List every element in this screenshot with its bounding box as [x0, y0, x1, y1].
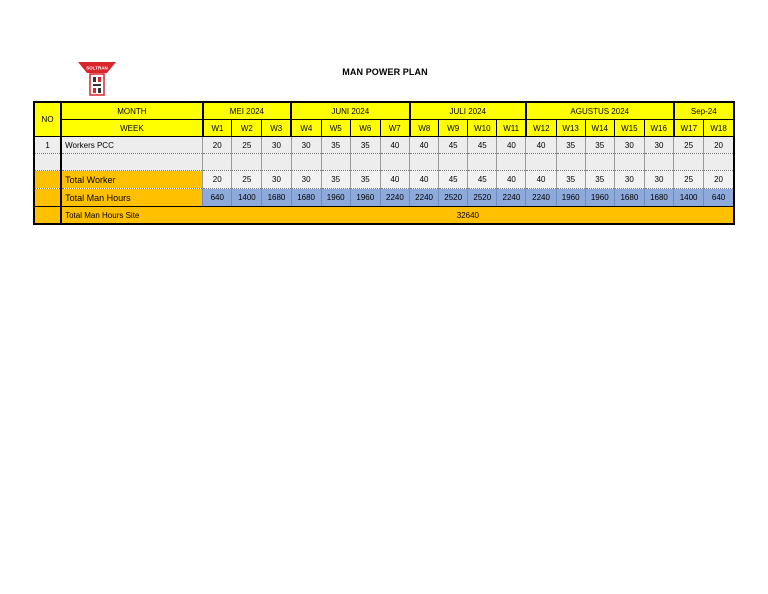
week-cell: W13: [556, 120, 585, 137]
week-row: [34, 120, 734, 137]
value-cell: 35: [585, 137, 614, 154]
value-cell: 1960: [556, 189, 585, 207]
week-cell: W15: [614, 120, 644, 137]
week-cell: W12: [526, 120, 556, 137]
total-site-value: 32640: [203, 207, 734, 225]
no-header: NO: [34, 102, 61, 137]
page-title: MAN POWER PLAN: [342, 67, 428, 77]
empty-cell: [585, 154, 614, 171]
empty-cell: [34, 154, 61, 171]
value-cell: 45: [468, 137, 497, 154]
value-cell: 2240: [380, 189, 409, 207]
empty-cell: [439, 154, 468, 171]
value-cell: 640: [704, 189, 734, 207]
empty-cell: [321, 154, 350, 171]
row-label: Workers PCC: [61, 137, 203, 154]
value-cell: 45: [468, 171, 497, 189]
value-cell: 30: [262, 137, 291, 154]
value-cell: 35: [350, 137, 380, 154]
week-cell: W10: [468, 120, 497, 137]
month-juni: JUNI 2024: [291, 102, 409, 120]
value-cell: 30: [262, 171, 291, 189]
company-logo: [78, 62, 116, 96]
week-cell: W8: [410, 120, 439, 137]
week-header: WEEK: [61, 120, 203, 137]
value-cell: 35: [321, 171, 350, 189]
value-cell: 2240: [497, 189, 526, 207]
week-cell: W4: [291, 120, 321, 137]
week-cell: W6: [350, 120, 380, 137]
month-juli: JULI 2024: [410, 102, 526, 120]
value-cell: 20: [704, 171, 734, 189]
empty-cell: [410, 154, 439, 171]
empty-cell: [262, 154, 291, 171]
empty-cell: [232, 154, 262, 171]
month-sep: Sep-24: [674, 102, 734, 120]
empty-cell: [556, 154, 585, 171]
value-cell: 640: [203, 189, 232, 207]
value-cell: 1400: [674, 189, 704, 207]
value-cell: 40: [526, 137, 556, 154]
empty-cell: [34, 171, 61, 189]
week-cell: W9: [439, 120, 468, 137]
value-cell: 20: [704, 137, 734, 154]
workers-row: [34, 137, 734, 154]
value-cell: 2520: [439, 189, 468, 207]
value-cell: 40: [380, 171, 409, 189]
month-agustus: AGUSTUS 2024: [526, 102, 674, 120]
value-cell: 20: [203, 171, 232, 189]
row-label: Total Man Hours: [61, 189, 203, 207]
week-cell: W7: [380, 120, 409, 137]
empty-cell: [614, 154, 644, 171]
total-site-row: [34, 207, 734, 225]
total-man-hours-row: [34, 189, 734, 207]
value-cell: 20: [203, 137, 232, 154]
value-cell: 35: [321, 137, 350, 154]
value-cell: 30: [614, 171, 644, 189]
value-cell: 1960: [321, 189, 350, 207]
value-cell: 25: [232, 137, 262, 154]
value-cell: 35: [585, 171, 614, 189]
value-cell: 35: [350, 171, 380, 189]
value-cell: 1960: [350, 189, 380, 207]
man-power-table: [33, 101, 735, 225]
empty-cell: [203, 154, 232, 171]
empty-cell: [644, 154, 673, 171]
week-cell: W14: [585, 120, 614, 137]
value-cell: 2240: [526, 189, 556, 207]
week-cell: W5: [321, 120, 350, 137]
value-cell: 30: [614, 137, 644, 154]
week-cell: W1: [203, 120, 232, 137]
empty-cell: [704, 154, 734, 171]
logo-text: SOLTRAN: [86, 65, 108, 71]
week-cell: W17: [674, 120, 704, 137]
value-cell: 40: [497, 137, 526, 154]
empty-cell: [497, 154, 526, 171]
value-cell: 35: [556, 137, 585, 154]
value-cell: 1680: [644, 189, 673, 207]
week-cell: W11: [497, 120, 526, 137]
value-cell: 45: [439, 171, 468, 189]
empty-cell: [468, 154, 497, 171]
value-cell: 40: [410, 171, 439, 189]
blank-row: [34, 154, 734, 171]
value-cell: 30: [644, 171, 673, 189]
empty-cell: [291, 154, 321, 171]
value-cell: 1400: [232, 189, 262, 207]
value-cell: 40: [380, 137, 409, 154]
value-cell: 2520: [468, 189, 497, 207]
month-header: MONTH: [61, 102, 203, 120]
week-cell: W18: [704, 120, 734, 137]
value-cell: 1680: [262, 189, 291, 207]
value-cell: 1960: [585, 189, 614, 207]
value-cell: 40: [526, 171, 556, 189]
empty-cell: [380, 154, 409, 171]
empty-cell: [526, 154, 556, 171]
week-cell: W3: [262, 120, 291, 137]
total-worker-row: [34, 171, 734, 189]
week-cell: W2: [232, 120, 262, 137]
empty-cell: [350, 154, 380, 171]
value-cell: 40: [410, 137, 439, 154]
value-cell: 30: [291, 171, 321, 189]
empty-cell: [674, 154, 704, 171]
value-cell: 40: [497, 171, 526, 189]
empty-cell: [34, 189, 61, 207]
value-cell: 25: [232, 171, 262, 189]
value-cell: 30: [291, 137, 321, 154]
value-cell: 25: [674, 171, 704, 189]
row-label: Total Man Hours Site: [61, 207, 203, 225]
row-number: 1: [34, 137, 61, 154]
empty-cell: [61, 154, 203, 171]
value-cell: 30: [644, 137, 673, 154]
value-cell: 1680: [614, 189, 644, 207]
value-cell: 45: [439, 137, 468, 154]
week-cell: W16: [644, 120, 673, 137]
empty-cell: [34, 207, 61, 225]
value-cell: 1680: [291, 189, 321, 207]
row-label: Total Worker: [61, 171, 203, 189]
value-cell: 35: [556, 171, 585, 189]
value-cell: 2240: [410, 189, 439, 207]
value-cell: 25: [674, 137, 704, 154]
month-mei: MEI 2024: [203, 102, 291, 120]
